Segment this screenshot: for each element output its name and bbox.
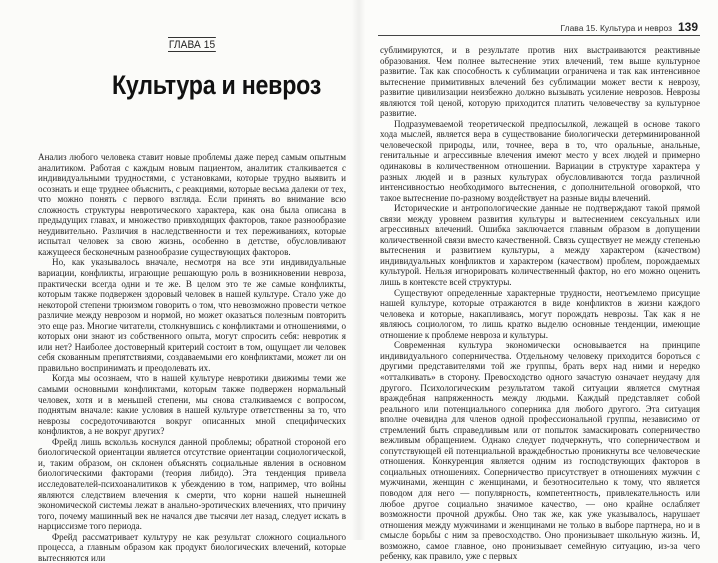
paragraph: Исторические и антропологические данные не подтверждают такой прямой связи между уровнем развития культуры и вытеснением сексуальных или агрессивных влечений. Ошибка заключается главным образом в допущении количественной связи вместо качественной. Связь существует не между степенью вытеснения и развитием культуры, а между характером (качеством) индивидуальных конфликтов и характером (качеством) проблем, порождаемых культурой. Нельзя игнорировать количественный фактор, но его можно оценить лишь в контексте всей структуры. xyxy=(380,203,700,288)
paragraph: сублимируются, и в результате против них выстраиваются реактивные образования. Чем полнее вытеснение этих влечений, тем выше культурное развитие. Так как способность к сублимации ограничена и так как интенсивное вытеснение примитивных влечений без сублимации может вести к неврозу, развитие цивилизации неизбежно должно вызывать усиление неврозов. Неврозы являются той ценой, которую приходится платить человечеству за культурное развитие. xyxy=(380,45,700,119)
paragraph: Когда мы осознаем, что в нашей культуре невротики движимы теми же самыми основными конфликтами, которым также подвержен нормальный человек, хотя и в меньшей степени, мы снова сталкиваемся с вопросом, поднятым вначале: какие условия в нашей культуре ответственны за то, что неврозы сосредоточиваются вокруг описанных мной специфических конфликтов, а не вокруг других? xyxy=(38,373,346,437)
paragraph: Фрейд лишь вскользь коснулся данной проблемы; обратной стороной его биологической ориентации является отсутствие ориентации социологической, и, таким образом, он склонен объяснять социальные явления в основном биологическими факторами (теория либидо). Эта тенденция привела исследователей-психоаналитиков к убеждению в том, например, что войны являются следствием влечения к смерти, что корни нашей нынешней экономической системы лежат в анально-эротических влечениях, что причину того, почему машинный век не начался две тысячи лет назад, следует искать в нарциссизме того периода. xyxy=(38,436,346,532)
chapter-title: Культура и невроз xyxy=(112,70,322,100)
paragraph: Анализ любого человека ставит новые проблемы даже перед самым опытным аналитиком. Работая с каждым новым пациентом, аналитик сталкивается с индивидуальными трудностями, с установками, которые трудно выявить и осознать и еще труднее объяснить, с реакциями, которые весьма далеки от тех, что можно понять с первого взгляда. Если принять во внимание всю сложность структуры невротического характера, как она была описана в предыдущих главах, и множество привходящих факторов, такое разнообразие неудивительно. Различия в наследственности и тех переживаниях, которые испытал человек за свою жизнь, особенно в детстве, обусловливают кажущееся бесконечным разнообразие существующих факторов. xyxy=(38,152,346,257)
chapter-label: ГЛАВА 15 xyxy=(168,39,216,51)
paragraph: Существуют определенные характерные трудности, неотъемлемо присущие нашей культуре, которые отражаются в виде конфликтов в жизни каждого человека и которые, накапливаясь, могут порождать неврозы. Так как я не являюсь социологом, то лишь кратко выделю основные тенденции, имеющие отношение к проблеме невроза и культуры. xyxy=(380,287,700,340)
running-header-title: Глава 15. Культура и невроз xyxy=(560,23,672,33)
paragraph: Фрейд рассматривает культуру не как результат сложного социального процесса, а главным образом как продукт биологических влечений, которые вытесняются или xyxy=(38,531,346,563)
paragraph: Современная культура экономически основывается на принципе индивидуального соперничества. Отдельному человеку приходится бороться с другими представителями той же группы, брать верх над ними и нередко «отталкивать» в сторону. Превосходство одного зачастую означает неудачу для другого. Психологическим результатом такой ситуации является смутная враждебная напряженность между людьми. Каждый представляет собой реального или потенциального соперника для любого другого. Эта ситуация вполне очевидна для членов одной профессиональной группы, независимо от стремлений быть справедливым или от попыток замаскировать соперничество вежливым обращением. Однако следует подчеркнуть, что соперничеством и сопутствующей ей потенциальной враждебностью проникнуты все человеческие отношения. Конкуренция является одним из господствующих факторов в социальных отношениях. Соперничество присутствует в отношениях мужчин с мужчинами, женщин с женщинами, и безотносительно к тому, что является поводом для него — популярность, компетентность, привлекательность или любое другое социально значимое качество, — оно крайне ослабляет возможности прочной дружбы. Оно так же, как уже указывалось, нарушает отношения между мужчинами и женщинами не только в выборе партнера, но и в смысле борьбы с ним за превосходство. Оно пронизывает школьную жизнь. И, возможно, самое главное, оно пронизывает семейную ситуацию, из-за чего ребенку, как правило, уже с первых xyxy=(380,340,700,562)
running-header xyxy=(378,20,700,36)
right-page-body xyxy=(380,45,700,562)
paragraph: Подразумеваемой теоретической предпосылкой, лежащей в основе такого хода мыслей, является вера в существование биологически детерминированной человеческой природы, или, точнее, вера в то, что оральные, анальные, генитальные и агрессивные влечения имеют место у всех людей и примерно одинаковы в количественном отношении. Вариации в структуре характера у разных людей и в разных культурах обусловливаются тогда различной интенсивностью необходимого вытеснения, с дополнительной оговоркой, что такое вытеснение по-разному воздействует на разные виды влечений. xyxy=(380,118,700,203)
book-gutter xyxy=(352,0,366,540)
left-page-body xyxy=(38,152,346,563)
page-number: 139 xyxy=(677,20,698,34)
paragraph: Но, как указывалось вначале, несмотря на все эти индивидуальные вариации, конфликты, играющие решающую роль в возникновении невроза, практически всегда одни и те же. В целом это те же самые конфликты, которым также подвержен здоровый человек в нашей культуре. Стало уже до некоторой степени трюизмом говорить о том, что невозможно провести четкое различие между неврозом и нормой, но может оказаться полезным повторить это еще раз. Многие читатели, столкнувшись с конфликтами и отношениями, о которых они знают из собственного опыта, могут спросить себя: невротик я или нет? Наиболее достоверный критерий состоит в том, ощущает ли человек себя скованным препятствиями, создаваемыми его конфликтами, может ли он правильно воспринимать и преодолевать их. xyxy=(38,257,346,373)
